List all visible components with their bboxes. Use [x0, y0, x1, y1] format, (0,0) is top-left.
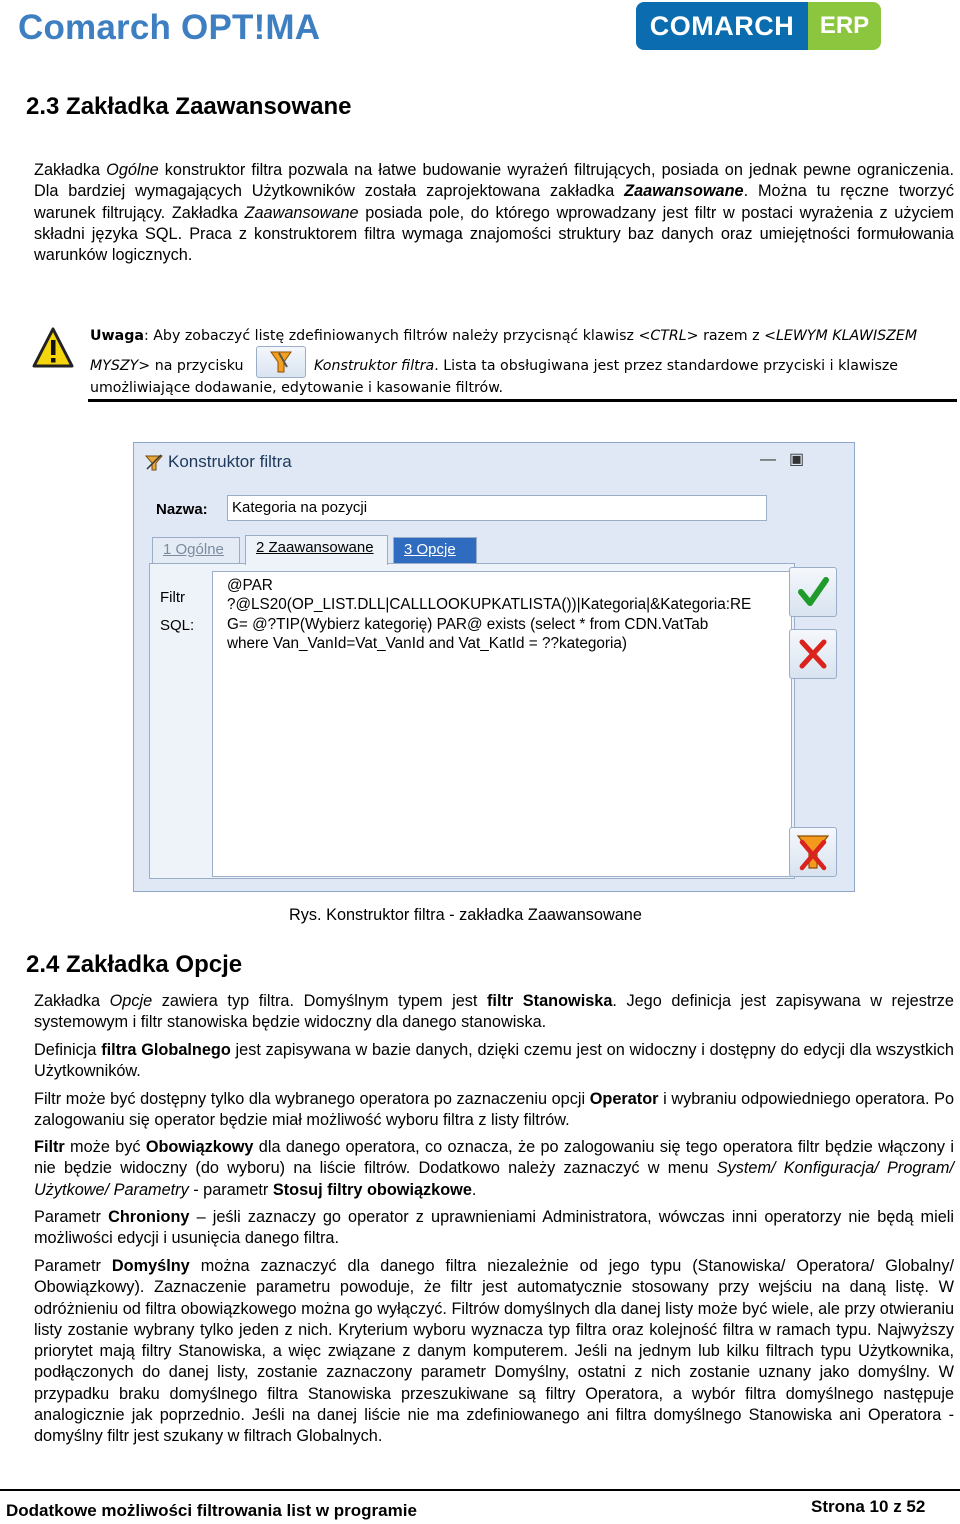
warning-icon — [32, 326, 74, 370]
accept-icon — [790, 568, 836, 616]
sql-line: ?@LS20(OP_LIST.DLL|CALLLOOKUPKATLISTA())|Kategoria|&Kategoria:RE — [227, 596, 752, 614]
footer-document-title: Dodatkowe możliwości filtrowania list w programie — [6, 1501, 417, 1520]
paragraph-opcje: Zakładka Opcje zawiera typ filtra. Domyślnym typem jest filtr Stanowiska. Jego definicja jest zapisywana w rejestrze systemowym i filtr stanowiska będzie widoczny dla danego stanowiska. — [34, 992, 954, 1032]
section-2-3-heading: 2.3 Zakładka Zaawansowane — [26, 93, 352, 120]
logo-sub-text: ERP — [808, 2, 881, 50]
paragraph-domyslny: Parametr Domyślny można zaznaczyć dla danego filtra niezależnie od jego typu (Stanowiska/ Operatora/ Globalny/ Obowiązkowy). Zaznaczenie parametru powoduje, że filtr jest automatycznie stosowany przy wejściu na daną listę. W odróżnieniu od filtra obowiązkowego można go wyłączyć. Filtrów domyślnych dla danej listy może być wiele, ale przy otwieraniu listy zostanie wybrany tylko jeden z nich. Kryterium wyboru wyznacza typ filtra oraz kolejność filtra w ramach typu. Najwyższy priorytet mają filtry Stanowiska, a więc związane z danym komputerem. Jeśli na jednym lub kilku filtrach typu Użytkownika, podłączonych do danej listy, zostanie zaznaczony parametr Domyślny, ostatni z nich zostanie uznany jako domyślny. W przypadku braku domyślnego filtra Stanowiska przeszukiwane są filtry Operatora, a wybór filtra domyślnego następuje analogicznie jak poprzednio. Jeśli na danej liście nie ma zdefiniowanego ani filtra domyślnego Stanowiska ani Operatora - domyślny filtr jest szukany w filtrach Globalnych. — [34, 1257, 954, 1446]
cancel-icon — [790, 630, 836, 678]
paragraph-operator: Filtr może być dostępny tylko dla wybranego operatora po zaznaczeniu opcji Operator i wybraniu odpowiedniego operatora. Po zalogowaniu się operator będzie miał możliwość wyboru filtra z listy filtrów. — [34, 1090, 955, 1130]
product-title: Comarch OPT!MA — [18, 8, 321, 47]
paragraph-globalny: Definicja filtra Globalnego jest zapisywana w bazie danych, dzięki czemu jest on widoczny i dostępny do edycji dla wszystkich Użytkowników. — [34, 1041, 954, 1081]
filter-icon — [144, 453, 164, 473]
section-2-4-heading: 2.4 Zakładka Opcje — [26, 951, 243, 978]
comarch-erp-logo — [636, 2, 881, 50]
sql-line: G= @?TIP(Wybierz kategorię) PAR@ exists (select * from CDN.VatTab — [227, 615, 709, 633]
filter-label: Filtr — [160, 589, 185, 606]
tab-zaawansowane[interactable]: 2 Zaawansowane — [245, 535, 388, 565]
paragraph-chroniony: Parametr Chroniony – jeśli zaznaczy go operator z uprawnieniami Administratora, wówczas inni operatorzy nie będą mieli możliwości edycji i usunięcia danego filtra. — [34, 1208, 955, 1248]
name-label: Nazwa: — [156, 501, 208, 518]
maximize-icon[interactable]: ▣ — [789, 451, 805, 468]
window-title: Konstruktor filtra — [168, 452, 292, 471]
name-input[interactable]: Kategoria na pozycji — [227, 495, 767, 521]
sql-label: SQL: — [160, 617, 195, 634]
sql-textarea[interactable] — [212, 571, 792, 877]
sql-line: @PAR — [227, 577, 273, 594]
note-divider — [88, 399, 957, 402]
accept-button[interactable] — [789, 567, 837, 617]
konstruktor-filtra-window — [133, 442, 855, 892]
note-text: Uwaga: Aby zobaczyć listę zdefiniowanych filtrów należy przycisnąć klawisz <CTRL> razem z <LEWYM KLAWISZEM MYSZY> na przycisku Konstruktor filtra. Lista ta obsługiwana jest przez standardowe przyciski i klawisze umożliwiające dodawanie, edytowanie i kasowanie filtrów. — [90, 328, 918, 396]
section-2-3-intro: Zakładka Ogólne konstruktor filtra pozwala na łatwe budowanie wyrażeń filtrujących, posiada on jednak pewne ograniczenia. Dla bardziej wymagających Użytkowników została zaprojektowana zakładka Zaawansowane. Można tu ręczne tworzyć warunek filtrujący. Zakładka Zaawansowane posiada pole, do którego wprowadzany jest filtr w postaci wyrażenia z użyciem składni języka SQL. Praca z konstruktorem filtra wymaga znajomości struktury baz danych oraz umiejętności formułowania warunków logicznych. — [34, 161, 954, 265]
tab-ogolne[interactable]: 1 Ogólne — [152, 537, 240, 563]
footer-divider — [0, 1489, 960, 1491]
figure-caption: Rys. Konstruktor filtra - zakładka Zaawansowane — [289, 906, 642, 924]
filter-constructor-inline-icon — [256, 346, 306, 378]
clear-filter-icon — [790, 828, 836, 876]
paragraph-obowiazkowy: Filtr może być Obowiązkowy dla danego operatora, co oznacza, że po zalogowaniu się tego operatora filtr będzie włączony i nie będzie widoczny (do wyboru) na liście filtrów. Dodatkowo należy zaznaczyć w menu System/ Konfiguracja/ Program/ Użytkowe/ Parametry - parametr Stosuj filtry obowiązkowe. — [34, 1138, 954, 1199]
sql-line: where Van_VanId=Vat_VanId and Vat_KatId = ??kategoria) — [227, 634, 627, 652]
cancel-button[interactable] — [789, 629, 837, 679]
logo-main-text: COMARCH — [636, 2, 808, 50]
clear-filter-button[interactable] — [789, 827, 837, 877]
minimize-icon[interactable]: — — [760, 451, 776, 468]
page-number: Strona 10 z 52 — [811, 1497, 926, 1516]
tab-opcje[interactable]: 3 Opcje — [393, 537, 477, 563]
